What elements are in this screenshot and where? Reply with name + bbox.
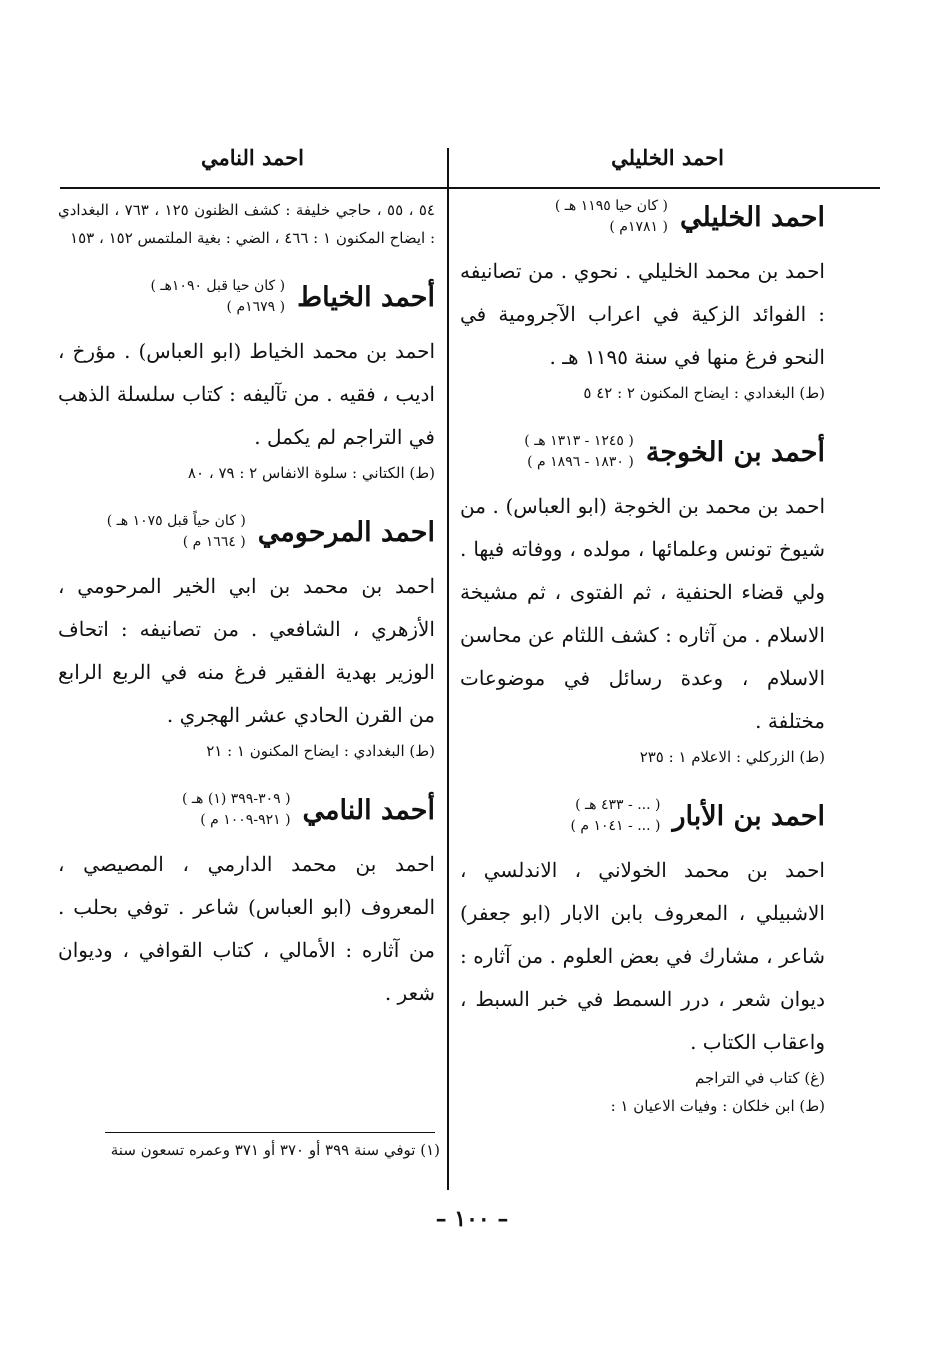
entry-name: أحمد النامي — [302, 794, 435, 826]
left-column — [58, 196, 435, 1015]
column-divider — [447, 148, 449, 1190]
running-header-right: احمد الخليلي — [611, 145, 724, 170]
footnote: (١) توفي سنة ٣٩٩ أو ٣٧٠ أو ٣٧١ وعمره تسعون سنة — [110, 1141, 440, 1159]
entry-dates — [524, 431, 634, 473]
hijri-date: ( ... - ٤٣٣ هـ ) — [575, 797, 661, 813]
gregorian-date: ( ١٦٧٩م ) — [226, 299, 286, 315]
header-rule — [60, 187, 880, 189]
hijri-date: ( كان حياً قبل ١٠٧٥ هـ ) — [106, 513, 246, 529]
entry-source: (ط) الزركلي : الاعلام ١ : ٢٣٥ — [639, 748, 825, 766]
entry-heading — [58, 511, 435, 553]
entry-name: احمد المرحومي — [257, 516, 435, 548]
entry-heading — [58, 276, 435, 318]
hijri-date: ( كان حيا ١١٩٥ هـ ) — [554, 198, 668, 214]
entry-source: (غ) كتاب في التراجم — [695, 1069, 825, 1087]
entry-dates — [555, 196, 668, 238]
hijri-date: ( ٣٠٩-٣٩٩ (١) هـ ) — [182, 791, 291, 807]
entry-dates — [151, 276, 286, 318]
continued-references: ٥٤ ، ٥٥ ، حاجي خليفة : كشف الظنون ١٢٥ ، ٧٦٣ ، البغدادي : ايضاح المكنون ١ : ٤٦٦ ، الضي : بغية الملتمس ١٥٢ ، ١٥٣ — [58, 201, 435, 247]
entry-heading — [460, 196, 825, 238]
gregorian-date: ( ١٧٨١م ) — [609, 219, 668, 235]
hijri-date: ( ١٢٤٥ - ١٣١٣ هـ ) — [524, 433, 634, 449]
entry-source: (ط) البغدادي : ايضاح المكنون ١ : ٢١ — [206, 742, 435, 760]
entry-heading — [58, 789, 435, 831]
gregorian-date: ( ... - ١٠٤١ م ) — [570, 818, 661, 834]
entry-heading — [460, 431, 825, 473]
entry-body: احمد بن محمد الخليلي . نحوي . من تصانيفه : الفوائد الزكية في اعراب الآجرومية في النحو فرغ منها في سنة ١١٩٥ هـ . — [460, 259, 825, 369]
entry-body: احمد بن محمد بن ابي الخير المرحومي ، الأزهري ، الشافعي . من تصانيفه : اتحاف الوزير بهدية الفقير فرغ منه في الربع الرابع من القرن الحادي عشر الهجري . — [58, 574, 435, 727]
entry-dates — [182, 789, 291, 831]
gregorian-date: ( ١٨٣٠ - ١٨٩٦ م ) — [527, 454, 634, 470]
gregorian-date: ( ١٦٦٤ م ) — [182, 534, 246, 550]
gregorian-date: ( ٩٢١-١٠٠٩ م ) — [200, 812, 291, 828]
entry-name: احمد الخليلي — [679, 201, 825, 233]
entry-body: احمد بن محمد الخولاني ، الاندلسي ، الاشبيلي ، المعروف بابن الابار (ابو جعفر) شاعر ، مشارك في بعض العلوم . من آثاره : ديوان شعر ، درر السمط في خبر السبط ، واعقاب الكتاب . — [460, 858, 825, 1054]
entry-name: أحمد بن الخوجة — [645, 436, 825, 468]
entry-source: (ط) ابن خلكان : وفيات الاعيان ١ : — [610, 1097, 825, 1115]
entry-name: احمد بن الأبار — [672, 800, 825, 832]
entry-source: (ط) الكتاني : سلوة الانفاس ٢ : ٧٩ ، ٨٠ — [187, 464, 435, 482]
entry-body: احمد بن محمد الخياط (ابو العباس) . مؤرخ ، اديب ، فقيه . من تآليفه : كتاب سلسلة الذهب في التراجم لم يكمل . — [58, 339, 435, 449]
entry-dates — [107, 511, 246, 553]
right-column — [460, 196, 825, 1120]
hijri-date: ( كان حيا قبل ١٠٩٠هـ ) — [150, 278, 286, 294]
entry-body: احمد بن محمد الدارمي ، المصيصي ، المعروف (ابو العباس) شاعر . توفي بحلب . من آثاره : الأمالي ، كتاب القوافي ، وديوان شعر . — [58, 852, 435, 1005]
entry-heading — [460, 795, 825, 837]
running-header-left: احمد النامي — [200, 145, 304, 170]
page-number: – ١٠٠ – — [435, 1206, 509, 1232]
entry-body: احمد بن محمد بن الخوجة (ابو العباس) . من شيوخ تونس وعلمائها ، مولده ، ووفاته فيها . ولي قضاء الحنفية ، ثم الفتوى ، ثم مشيخة الاسلام . من آثاره : كشف اللثام عن محاسن الاسلام ، وعدة رسائل في موضوعات مختلفة . — [460, 494, 825, 733]
footnote-rule — [105, 1132, 435, 1133]
entry-name: أحمد الخياط — [297, 281, 435, 313]
entry-dates — [570, 795, 660, 837]
entry-source: (ط) البغدادي : ايضاح المكنون ٢ : ٤٢ ٥ — [583, 384, 825, 402]
